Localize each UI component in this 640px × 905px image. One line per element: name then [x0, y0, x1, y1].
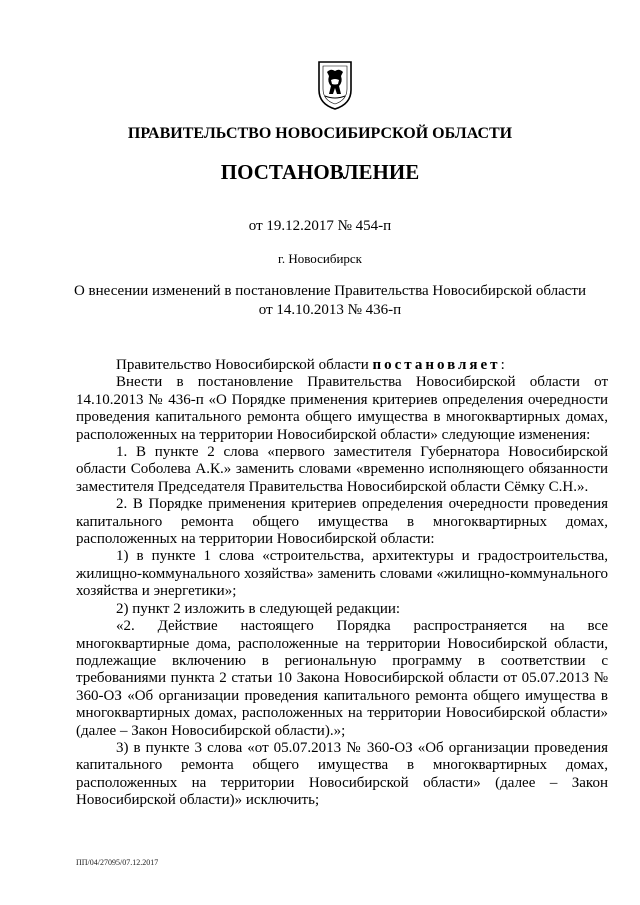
paragraph-subitem-2: 2) пункт 2 изложить в следующей редакции:	[116, 600, 401, 617]
coat-of-arms-icon	[317, 60, 353, 110]
paragraph-amend: Внести в постановление Правительства Новосибирской области от 14.10.2013 № 436-п «О Порядке применения критериев определения очередности проведения капитального ремонта общего имущества в многоквартирных домах, расположенных на территории Новосибирской области» следующие изменения:	[76, 374, 608, 443]
paragraph-subitem-1: 1) в пункте 1 слова «строительства, архитектуры и градостроительства, жилищно-коммунального хозяйства» заменить словами «жилищно-коммунального хозяйства и энергетики»;	[76, 548, 608, 600]
paragraph-subitem-3: 3) в пункте 3 слова «от 05.07.2013 № 360-ОЗ «Об организации проведения капитального ремонта общего имущества в многоквартирных домах, расположенных на территории Новосибирской области» (далее – Закон Новосибирской области)» исключить;	[76, 739, 608, 809]
intro-suffix: :	[500, 357, 505, 373]
intro-paragraph	[76, 357, 608, 374]
paragraph-item-1: 1. В пункте 2 слова «первого заместителя Губернатора Новосибирской области Соболева А.К.» заменить словами «временно исполняющего обязанности заместителя Председателя Правительства Новосибирской области Сёмку С.Н.».	[76, 444, 608, 495]
government-name: ПРАВИТЕЛЬСТВО НОВОСИБИРСКОЙ ОБЛАСТИ	[127, 125, 513, 142]
paragraph-new-text: «2. Действие настоящего Порядка распространяется на все многоквартирные дома, расположенные на территории Новосибирской области, подлежащие включению в региональную программу в соответствии с требованиями пункта 2 статьи 10 Закона Новосибирской области от 05.07.2013 № 360-ОЗ «Об организации проведения капитального ремонта общего имущества в многоквартирных домах, расположенных на территории Новосибирской области» (далее – Закон Новосибирской области).»;	[76, 618, 608, 739]
document-code: ПП/04/27095/07.12.2017	[76, 858, 159, 867]
subject-line-2: от 14.10.2013 № 436-п	[258, 302, 402, 318]
intro-keyword: постановляет	[372, 357, 501, 373]
document-subject	[60, 282, 600, 320]
document-city: г. Новосибирск	[277, 251, 362, 266]
document-body	[76, 357, 608, 810]
document-type-title: ПОСТАНОВЛЕНИЕ	[220, 160, 420, 184]
paragraph-item-2: 2. В Порядке применения критериев определения очередности проведения капитального ремонта общего имущества в многоквартирных домах, расположенных на территории Новосибирской области:	[76, 496, 608, 548]
document-date-number: от 19.12.2017 № 454-п	[248, 218, 392, 234]
intro-prefix: Правительство Новосибирской области	[116, 357, 373, 373]
subject-line-1: О внесении изменений в постановление Правительства Новосибирской области	[73, 283, 587, 299]
